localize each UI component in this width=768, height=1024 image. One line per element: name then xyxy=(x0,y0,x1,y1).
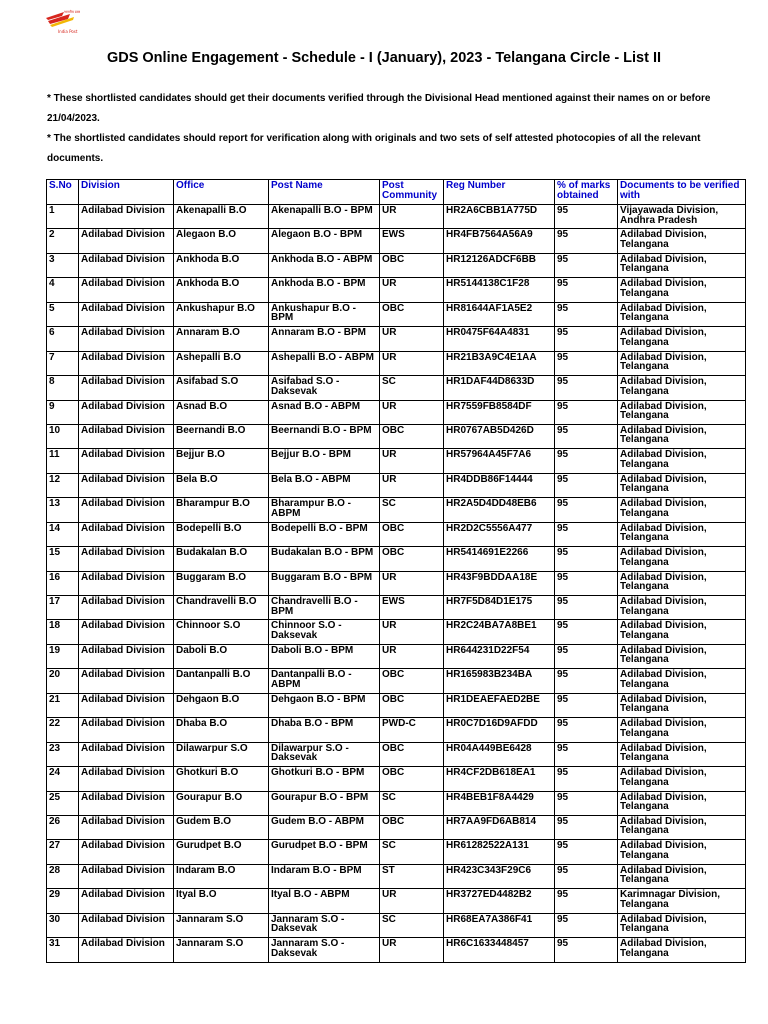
cell-marks: 95 xyxy=(555,791,618,815)
table-row xyxy=(47,889,746,913)
cell-marks: 95 xyxy=(555,718,618,742)
cell-division: Adilabad Division xyxy=(79,571,174,595)
table-row xyxy=(47,253,746,277)
cell-division: Adilabad Division xyxy=(79,938,174,962)
cell-post-community: OBC xyxy=(380,522,444,546)
col-header-marks: % of marks obtained xyxy=(555,180,618,205)
cell-marks: 95 xyxy=(555,742,618,766)
cell-marks: 95 xyxy=(555,376,618,400)
cell-sno: 22 xyxy=(47,718,79,742)
cell-reg-number: HR12126ADCF6BB xyxy=(444,253,555,277)
table-row xyxy=(47,791,746,815)
col-header-office: Office xyxy=(174,180,269,205)
cell-marks: 95 xyxy=(555,473,618,497)
cell-reg-number: HR6C1633448457 xyxy=(444,938,555,962)
cell-marks: 95 xyxy=(555,424,618,448)
cell-reg-number: HR1DEAEFAED2BE xyxy=(444,693,555,717)
cell-division: Adilabad Division xyxy=(79,449,174,473)
cell-post-name: Ghotkuri B.O - BPM xyxy=(269,767,380,791)
cell-division: Adilabad Division xyxy=(79,864,174,888)
cell-post-community: OBC xyxy=(380,742,444,766)
cell-office: Beernandi B.O xyxy=(174,424,269,448)
cell-marks: 95 xyxy=(555,278,618,302)
table-row xyxy=(47,742,746,766)
cell-documents: Adilabad Division, Telangana xyxy=(618,278,746,302)
cell-documents: Adilabad Division, Telangana xyxy=(618,791,746,815)
cell-office: Bejjur B.O xyxy=(174,449,269,473)
cell-post-community: UR xyxy=(380,351,444,375)
cell-post-name: Akenapalli B.O - BPM xyxy=(269,205,380,229)
cell-sno: 26 xyxy=(47,815,79,839)
cell-sno: 29 xyxy=(47,889,79,913)
cell-marks: 95 xyxy=(555,302,618,326)
cell-post-community: EWS xyxy=(380,229,444,253)
cell-post-name: Bejjur B.O - BPM xyxy=(269,449,380,473)
cell-office: Gourapur B.O xyxy=(174,791,269,815)
cell-post-name: Daboli B.O - BPM xyxy=(269,644,380,668)
cell-sno: 7 xyxy=(47,351,79,375)
table-row xyxy=(47,547,746,571)
cell-documents: Adilabad Division, Telangana xyxy=(618,351,746,375)
cell-office: Ashepalli B.O xyxy=(174,351,269,375)
cell-post-name: Ashepalli B.O - ABPM xyxy=(269,351,380,375)
cell-division: Adilabad Division xyxy=(79,791,174,815)
cell-post-name: Ankhoda B.O - BPM xyxy=(269,278,380,302)
cell-sno: 21 xyxy=(47,693,79,717)
cell-division: Adilabad Division xyxy=(79,424,174,448)
cell-post-name: Bela B.O - ABPM xyxy=(269,473,380,497)
cell-documents: Adilabad Division, Telangana xyxy=(618,376,746,400)
note-report-originals: * The shortlisted candidates should report for verification along with originals and two sets of self attested photocopies of all the relevant documents. xyxy=(47,133,701,164)
cell-division: Adilabad Division xyxy=(79,547,174,571)
table-row xyxy=(47,473,746,497)
table-row xyxy=(47,278,746,302)
cell-sno: 16 xyxy=(47,571,79,595)
cell-marks: 95 xyxy=(555,253,618,277)
cell-sno: 28 xyxy=(47,864,79,888)
cell-division: Adilabad Division xyxy=(79,596,174,620)
cell-post-name: Beernandi B.O - BPM xyxy=(269,424,380,448)
cell-documents: Adilabad Division, Telangana xyxy=(618,840,746,864)
cell-post-name: Dantanpalli B.O - ABPM xyxy=(269,669,380,693)
cell-post-community: PWD-C xyxy=(380,718,444,742)
cell-post-community: UR xyxy=(380,889,444,913)
cell-division: Adilabad Division xyxy=(79,253,174,277)
cell-marks: 95 xyxy=(555,815,618,839)
cell-documents: Adilabad Division, Telangana xyxy=(618,596,746,620)
logo-text: भारतीय डाक xyxy=(64,10,80,14)
cell-post-name: Alegaon B.O - BPM xyxy=(269,229,380,253)
cell-reg-number: HR2D2C5556A477 xyxy=(444,522,555,546)
cell-reg-number: HR5144138C1F28 xyxy=(444,278,555,302)
cell-division: Adilabad Division xyxy=(79,278,174,302)
cell-documents: Adilabad Division, Telangana xyxy=(618,522,746,546)
cell-sno: 5 xyxy=(47,302,79,326)
table-row xyxy=(47,376,746,400)
cell-division: Adilabad Division xyxy=(79,327,174,351)
cell-office: Chandravelli B.O xyxy=(174,596,269,620)
cell-post-name: Dhaba B.O - BPM xyxy=(269,718,380,742)
cell-post-community: UR xyxy=(380,644,444,668)
table-row xyxy=(47,864,746,888)
cell-documents: Adilabad Division, Telangana xyxy=(618,767,746,791)
table-row xyxy=(47,522,746,546)
cell-sno: 23 xyxy=(47,742,79,766)
cell-documents: Adilabad Division, Telangana xyxy=(618,815,746,839)
cell-post-name: Ankhoda B.O - ABPM xyxy=(269,253,380,277)
cell-reg-number: HR4BEB1F8A4429 xyxy=(444,791,555,815)
cell-office: Asifabad S.O xyxy=(174,376,269,400)
cell-office: Alegaon B.O xyxy=(174,229,269,253)
cell-marks: 95 xyxy=(555,669,618,693)
cell-sno: 31 xyxy=(47,938,79,962)
cell-marks: 95 xyxy=(555,889,618,913)
cell-division: Adilabad Division xyxy=(79,669,174,693)
table-row xyxy=(47,718,746,742)
cell-sno: 3 xyxy=(47,253,79,277)
table-row xyxy=(47,302,746,326)
cell-reg-number: HR2A6CBB1A775D xyxy=(444,205,555,229)
cell-division: Adilabad Division xyxy=(79,400,174,424)
cell-post-community: UR xyxy=(380,327,444,351)
notes xyxy=(47,89,727,169)
cell-reg-number: HR2A5D4DD48EB6 xyxy=(444,498,555,522)
cell-sno: 1 xyxy=(47,205,79,229)
cell-post-name: Asnad B.O - ABPM xyxy=(269,400,380,424)
cell-post-community: OBC xyxy=(380,424,444,448)
cell-sno: 27 xyxy=(47,840,79,864)
table-row xyxy=(47,669,746,693)
cell-post-name: Bharampur B.O - ABPM xyxy=(269,498,380,522)
cell-marks: 95 xyxy=(555,229,618,253)
cell-documents: Adilabad Division, Telangana xyxy=(618,644,746,668)
cell-post-name: Asifabad S.O - Daksevak xyxy=(269,376,380,400)
cell-division: Adilabad Division xyxy=(79,913,174,937)
cell-office: Budakalan B.O xyxy=(174,547,269,571)
cell-post-community: SC xyxy=(380,498,444,522)
cell-documents: Adilabad Division, Telangana xyxy=(618,449,746,473)
cell-division: Adilabad Division xyxy=(79,302,174,326)
cell-office: Ankhoda B.O xyxy=(174,278,269,302)
cell-office: Ankhoda B.O xyxy=(174,253,269,277)
cell-marks: 95 xyxy=(555,864,618,888)
cell-post-community: UR xyxy=(380,571,444,595)
cell-post-community: OBC xyxy=(380,253,444,277)
cell-reg-number: HR4DDB86F14444 xyxy=(444,473,555,497)
table-row xyxy=(47,400,746,424)
cell-post-community: EWS xyxy=(380,596,444,620)
cell-post-name: Buggaram B.O - BPM xyxy=(269,571,380,595)
cell-reg-number: HR0475F64A4831 xyxy=(444,327,555,351)
table-row xyxy=(47,351,746,375)
cell-documents: Adilabad Division, Telangana xyxy=(618,253,746,277)
cell-documents: Adilabad Division, Telangana xyxy=(618,742,746,766)
cell-reg-number: HR423C343F29C6 xyxy=(444,864,555,888)
table-row xyxy=(47,913,746,937)
cell-documents: Adilabad Division, Telangana xyxy=(618,913,746,937)
cell-documents: Adilabad Division, Telangana xyxy=(618,620,746,644)
cell-reg-number: HR1DAF44D8633D xyxy=(444,376,555,400)
cell-post-community: SC xyxy=(380,791,444,815)
cell-post-name: Chinnoor S.O - Daksevak xyxy=(269,620,380,644)
cell-reg-number: HR7AA9FD6AB814 xyxy=(444,815,555,839)
cell-sno: 20 xyxy=(47,669,79,693)
cell-marks: 95 xyxy=(555,938,618,962)
cell-post-name: Budakalan B.O - BPM xyxy=(269,547,380,571)
cell-sno: 10 xyxy=(47,424,79,448)
cell-documents: Adilabad Division, Telangana xyxy=(618,473,746,497)
cell-post-community: UR xyxy=(380,205,444,229)
cell-sno: 11 xyxy=(47,449,79,473)
cell-sno: 19 xyxy=(47,644,79,668)
cell-post-name: Dilawarpur S.O - Daksevak xyxy=(269,742,380,766)
table-row xyxy=(47,571,746,595)
cell-sno: 6 xyxy=(47,327,79,351)
cell-office: Annaram B.O xyxy=(174,327,269,351)
cell-sno: 14 xyxy=(47,522,79,546)
table-row xyxy=(47,938,746,962)
cell-marks: 95 xyxy=(555,913,618,937)
cell-office: Gudem B.O xyxy=(174,815,269,839)
cell-marks: 95 xyxy=(555,840,618,864)
table-row xyxy=(47,620,746,644)
cell-sno: 4 xyxy=(47,278,79,302)
cell-office: Chinnoor S.O xyxy=(174,620,269,644)
cell-reg-number: HR43F9BDDAA18E xyxy=(444,571,555,595)
cell-sno: 12 xyxy=(47,473,79,497)
cell-marks: 95 xyxy=(555,205,618,229)
cell-reg-number: HR2C24BA7A8BE1 xyxy=(444,620,555,644)
cell-reg-number: HR7F5D84D1E175 xyxy=(444,596,555,620)
table-row xyxy=(47,205,746,229)
cell-reg-number: HR21B3A9C4E1AA xyxy=(444,351,555,375)
cell-post-name: Gourapur B.O - BPM xyxy=(269,791,380,815)
cell-office: Dehgaon B.O xyxy=(174,693,269,717)
cell-post-name: Chandravelli B.O - BPM xyxy=(269,596,380,620)
cell-division: Adilabad Division xyxy=(79,473,174,497)
cell-marks: 95 xyxy=(555,351,618,375)
cell-post-community: OBC xyxy=(380,547,444,571)
cell-marks: 95 xyxy=(555,644,618,668)
cell-office: Buggaram B.O xyxy=(174,571,269,595)
cell-division: Adilabad Division xyxy=(79,644,174,668)
cell-marks: 95 xyxy=(555,547,618,571)
cell-documents: Adilabad Division, Telangana xyxy=(618,424,746,448)
cell-post-community: OBC xyxy=(380,669,444,693)
cell-documents: Adilabad Division, Telangana xyxy=(618,327,746,351)
cell-sno: 17 xyxy=(47,596,79,620)
col-header-post-community: Post Community xyxy=(380,180,444,205)
cell-office: Jannaram S.O xyxy=(174,938,269,962)
cell-marks: 95 xyxy=(555,767,618,791)
cell-marks: 95 xyxy=(555,693,618,717)
table-row xyxy=(47,840,746,864)
cell-reg-number: HR81644AF1A5E2 xyxy=(444,302,555,326)
cell-office: Bela B.O xyxy=(174,473,269,497)
cell-reg-number: HR3727ED4482B2 xyxy=(444,889,555,913)
cell-office: Indaram B.O xyxy=(174,864,269,888)
cell-documents: Karimnagar Division, Telangana xyxy=(618,889,746,913)
table-row xyxy=(47,449,746,473)
cell-sno: 15 xyxy=(47,547,79,571)
table-row xyxy=(47,424,746,448)
cell-post-name: Gudem B.O - ABPM xyxy=(269,815,380,839)
cell-office: Bharampur B.O xyxy=(174,498,269,522)
cell-marks: 95 xyxy=(555,522,618,546)
table-row xyxy=(47,327,746,351)
cell-reg-number: HR68EA7A386F41 xyxy=(444,913,555,937)
cell-post-community: UR xyxy=(380,278,444,302)
cell-post-name: Annaram B.O - BPM xyxy=(269,327,380,351)
cell-post-community: UR xyxy=(380,620,444,644)
cell-documents: Adilabad Division, Telangana xyxy=(618,864,746,888)
cell-reg-number: HR4FB7564A56A9 xyxy=(444,229,555,253)
cell-office: Asnad B.O xyxy=(174,400,269,424)
cell-post-community: OBC xyxy=(380,302,444,326)
cell-post-community: UR xyxy=(380,473,444,497)
cell-reg-number: HR61282522A131 xyxy=(444,840,555,864)
cell-documents: Adilabad Division, Telangana xyxy=(618,302,746,326)
cell-division: Adilabad Division xyxy=(79,718,174,742)
cell-reg-number: HR7559FB8584DF xyxy=(444,400,555,424)
table-row xyxy=(47,596,746,620)
cell-reg-number: HR04A449BE6428 xyxy=(444,742,555,766)
cell-documents: Adilabad Division, Telangana xyxy=(618,229,746,253)
cell-reg-number: HR0C7D16D9AFDD xyxy=(444,718,555,742)
cell-division: Adilabad Division xyxy=(79,693,174,717)
cell-division: Adilabad Division xyxy=(79,498,174,522)
cell-reg-number: HR165983B234BA xyxy=(444,669,555,693)
cell-marks: 95 xyxy=(555,571,618,595)
cell-documents: Adilabad Division, Telangana xyxy=(618,938,746,962)
cell-post-name: Jannaram S.O - Daksevak xyxy=(269,938,380,962)
cell-documents: Adilabad Division, Telangana xyxy=(618,669,746,693)
candidates-table xyxy=(46,179,746,963)
page-title: GDS Online Engagement - Schedule - I (January), 2023 - Telangana Circle - List II xyxy=(106,50,662,66)
cell-reg-number: HR644231D22F54 xyxy=(444,644,555,668)
cell-reg-number: HR5414691E2266 xyxy=(444,547,555,571)
col-header-reg-number: Reg Number xyxy=(444,180,555,205)
cell-division: Adilabad Division xyxy=(79,815,174,839)
cell-post-name: Bodepelli B.O - BPM xyxy=(269,522,380,546)
cell-office: Dhaba B.O xyxy=(174,718,269,742)
table-row xyxy=(47,693,746,717)
cell-office: Ghotkuri B.O xyxy=(174,767,269,791)
cell-post-name: Gurudpet B.O - BPM xyxy=(269,840,380,864)
india-post-logo xyxy=(40,8,80,36)
table-body xyxy=(47,205,746,963)
cell-office: Dilawarpur S.O xyxy=(174,742,269,766)
cell-sno: 13 xyxy=(47,498,79,522)
cell-division: Adilabad Division xyxy=(79,840,174,864)
cell-post-community: UR xyxy=(380,449,444,473)
cell-post-community: SC xyxy=(380,913,444,937)
cell-division: Adilabad Division xyxy=(79,620,174,644)
table-row xyxy=(47,229,746,253)
cell-post-community: ST xyxy=(380,864,444,888)
cell-division: Adilabad Division xyxy=(79,229,174,253)
cell-documents: Vijayawada Division, Andhra Pradesh xyxy=(618,205,746,229)
cell-marks: 95 xyxy=(555,400,618,424)
logo-subtext: India Post xyxy=(58,29,78,34)
table-header-row xyxy=(47,180,746,205)
cell-documents: Adilabad Division, Telangana xyxy=(618,400,746,424)
cell-division: Adilabad Division xyxy=(79,742,174,766)
col-header-documents: Documents to be verified with xyxy=(618,180,746,205)
cell-post-name: Jannaram S.O - Daksevak xyxy=(269,913,380,937)
cell-post-community: SC xyxy=(380,376,444,400)
cell-reg-number: HR4CF2DB618EA1 xyxy=(444,767,555,791)
cell-division: Adilabad Division xyxy=(79,522,174,546)
table-row xyxy=(47,644,746,668)
cell-documents: Adilabad Division, Telangana xyxy=(618,693,746,717)
col-header-sno: S.No xyxy=(47,180,79,205)
cell-sno: 18 xyxy=(47,620,79,644)
cell-documents: Adilabad Division, Telangana xyxy=(618,718,746,742)
cell-sno: 24 xyxy=(47,767,79,791)
cell-post-community: OBC xyxy=(380,767,444,791)
cell-marks: 95 xyxy=(555,596,618,620)
cell-office: Akenapalli B.O xyxy=(174,205,269,229)
col-header-division: Division xyxy=(79,180,174,205)
cell-documents: Adilabad Division, Telangana xyxy=(618,571,746,595)
cell-post-name: Indaram B.O - BPM xyxy=(269,864,380,888)
cell-division: Adilabad Division xyxy=(79,889,174,913)
cell-office: Gurudpet B.O xyxy=(174,840,269,864)
cell-documents: Adilabad Division, Telangana xyxy=(618,547,746,571)
note-documents-deadline: * These shortlisted candidates should get their documents verified through the Divisional Head mentioned against their names on or before 21/04/2023. xyxy=(47,93,711,124)
cell-division: Adilabad Division xyxy=(79,351,174,375)
cell-post-community: UR xyxy=(380,938,444,962)
cell-post-community: SC xyxy=(380,840,444,864)
cell-marks: 95 xyxy=(555,498,618,522)
cell-post-community: UR xyxy=(380,400,444,424)
cell-office: Dantanpalli B.O xyxy=(174,669,269,693)
cell-post-name: Ankushapur B.O - BPM xyxy=(269,302,380,326)
cell-sno: 2 xyxy=(47,229,79,253)
table-row xyxy=(47,498,746,522)
cell-post-community: OBC xyxy=(380,693,444,717)
cell-documents: Adilabad Division, Telangana xyxy=(618,498,746,522)
cell-office: Ityal B.O xyxy=(174,889,269,913)
table-row xyxy=(47,815,746,839)
cell-post-community: OBC xyxy=(380,815,444,839)
cell-post-name: Ityal B.O - ABPM xyxy=(269,889,380,913)
cell-division: Adilabad Division xyxy=(79,767,174,791)
cell-sno: 9 xyxy=(47,400,79,424)
cell-reg-number: HR57964A45F7A6 xyxy=(444,449,555,473)
table-row xyxy=(47,767,746,791)
cell-marks: 95 xyxy=(555,327,618,351)
cell-division: Adilabad Division xyxy=(79,205,174,229)
cell-office: Bodepelli B.O xyxy=(174,522,269,546)
cell-sno: 30 xyxy=(47,913,79,937)
cell-marks: 95 xyxy=(555,620,618,644)
cell-office: Jannaram S.O xyxy=(174,913,269,937)
cell-office: Daboli B.O xyxy=(174,644,269,668)
cell-division: Adilabad Division xyxy=(79,376,174,400)
cell-reg-number: HR0767AB5D426D xyxy=(444,424,555,448)
cell-sno: 25 xyxy=(47,791,79,815)
cell-marks: 95 xyxy=(555,449,618,473)
cell-sno: 8 xyxy=(47,376,79,400)
cell-office: Ankushapur B.O xyxy=(174,302,269,326)
cell-post-name: Dehgaon B.O - BPM xyxy=(269,693,380,717)
col-header-post-name: Post Name xyxy=(269,180,380,205)
